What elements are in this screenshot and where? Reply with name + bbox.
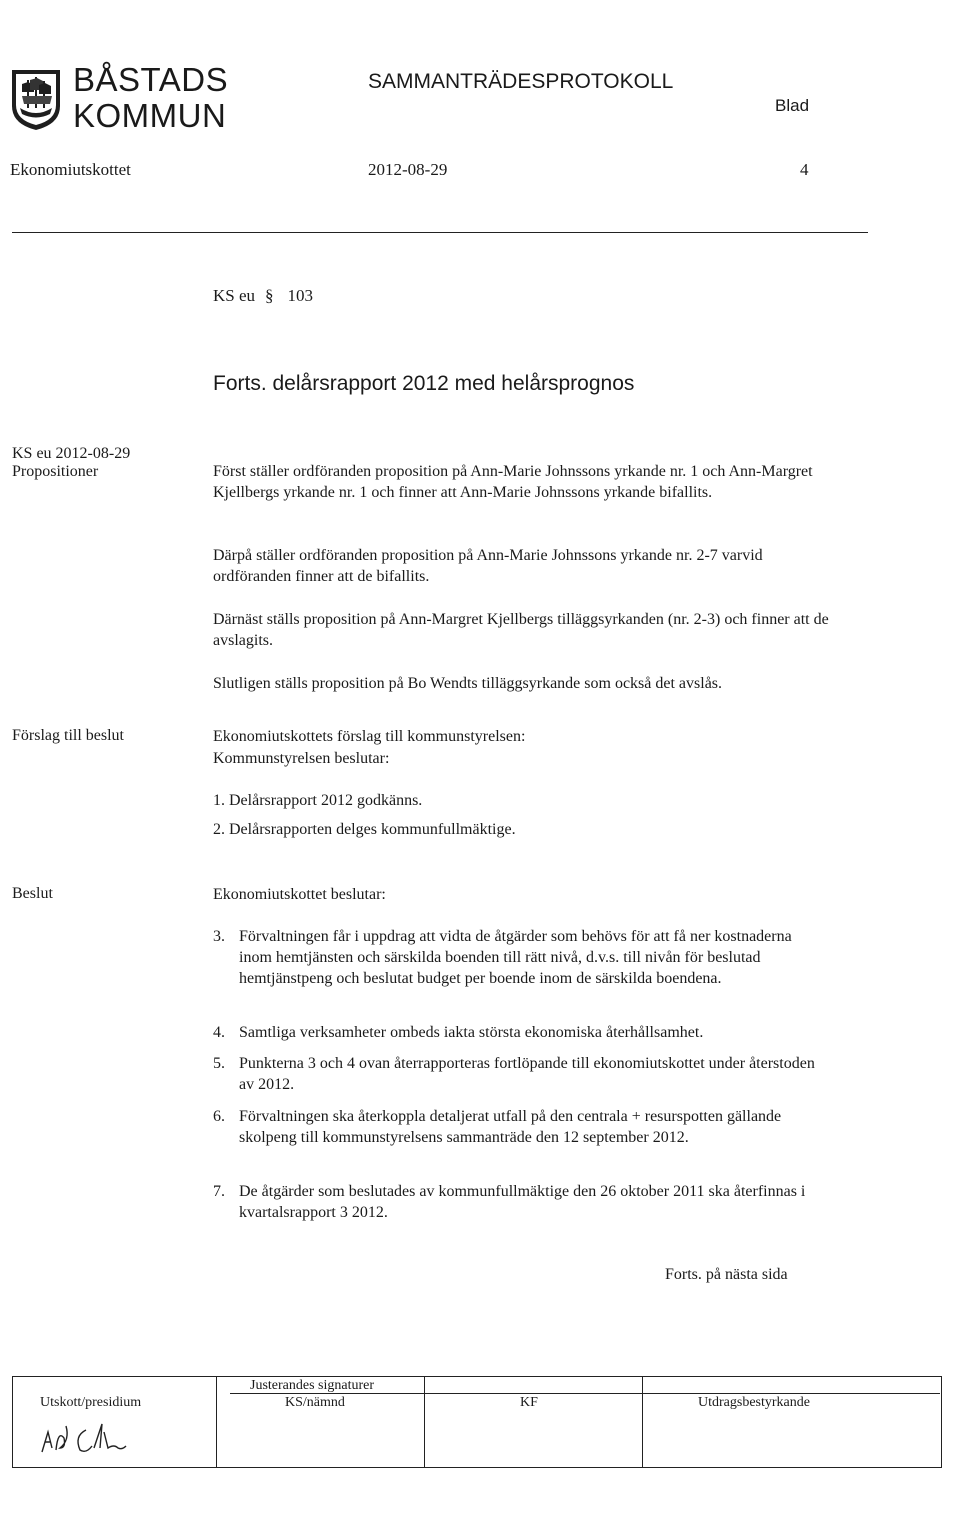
item-number: 1. — [213, 792, 225, 809]
ship-crest-icon — [10, 68, 62, 132]
item-number: 7. — [213, 1183, 225, 1200]
proposition-paragraph-3: Därnäst ställs proposition på Ann-Margret Kjellbergs tilläggsyrkanden (nr. 2-3) och finner att de avslagits. — [213, 611, 829, 649]
page-number: 4 — [800, 160, 809, 179]
org-name-line1: BÅSTADS — [73, 61, 229, 98]
document-type: SAMMANTRÄDESPROTOKOLL — [368, 70, 674, 93]
item-text: Förvaltningen får i uppdrag att vidta de åtgärder som behövs för att få ner kostnaderna inom hemtjänsten och särskilda boenden till rätt nivå, d.v.s. till nivån för beslutad hemtjänstpeng och beslutat budget per boende inom de särskilda boendena. — [239, 928, 792, 987]
item-text: De åtgärder som beslutades av kommunfullmäktige den 26 oktober 2011 ska återfinnas i kvartalsrapport 3 2012. — [239, 1183, 806, 1221]
list-item — [213, 1022, 828, 1043]
list-item — [213, 1053, 828, 1095]
item-number: 5. — [213, 1055, 225, 1072]
column-divider — [216, 1377, 217, 1467]
side-propositioner: Propositioner — [12, 463, 99, 480]
justerandes-label: Justerandes signaturer — [250, 1378, 375, 1393]
column-divider — [642, 1377, 643, 1467]
signature-scribble — [36, 1418, 146, 1460]
list-item — [213, 926, 828, 989]
list-item — [213, 1106, 828, 1148]
org-name-line2: KOMMUN — [73, 97, 227, 134]
item-text: Delårsrapport 2012 godkänns. — [229, 792, 423, 809]
side-date: KS eu 2012-08-29 — [12, 445, 131, 462]
col-kf: KF — [520, 1395, 538, 1410]
meeting-date: 2012-08-29 — [368, 160, 448, 179]
item-number: 2. — [213, 821, 225, 838]
item-number: 4. — [213, 1024, 225, 1041]
beslut-intro: Ekonomiutskottet beslutar: — [213, 886, 386, 903]
item-text: Samtliga verksamheter ombeds iakta största ekonomiska återhållsamhet. — [239, 1024, 704, 1041]
continuation-note: Forts. på nästa sida — [665, 1266, 788, 1283]
forslag-intro-1: Ekonomiutskottets förslag till kommunstyrelsen: — [213, 728, 526, 745]
signature-table — [12, 1376, 942, 1468]
proposition-paragraph-4: Slutligen ställs proposition på Bo Wendts tilläggsyrkande som också det avslås. — [213, 675, 723, 692]
proposition-paragraph-2: Därpå ställer ordföranden proposition på Ann-Marie Johnssons yrkande nr. 2-7 varvid ordföranden finner att de bifallits. — [213, 547, 763, 585]
col-ks-namnd: KS/nämnd — [285, 1395, 345, 1410]
side-forslag: Förslag till beslut — [12, 727, 124, 744]
header-divider — [12, 232, 868, 233]
case-reference — [213, 286, 313, 306]
section-symbol: § — [265, 286, 274, 305]
column-divider — [424, 1377, 425, 1467]
item-text: Delårsrapporten delges kommunfullmäktige. — [229, 821, 516, 838]
col-utdragsbestyrkande: Utdragsbestyrkande — [698, 1395, 810, 1410]
forslag-intro-2: Kommunstyrelsen beslutar: — [213, 750, 390, 767]
item-number: 3. — [213, 928, 225, 945]
committee-name: Ekonomiutskottet — [10, 160, 131, 179]
list-item — [213, 1181, 828, 1223]
side-beslut: Beslut — [12, 885, 53, 902]
list-item — [213, 819, 828, 840]
item-text: Förvaltningen ska återkoppla detaljerat utfall på den centrala + resurspotten gällande skolpeng till kommunstyrelsens sammanträde den 12 september 2012. — [239, 1108, 782, 1146]
list-item — [213, 790, 828, 811]
page-title: Forts. delårsrapport 2012 med helårsprognos — [213, 372, 635, 395]
item-number: 6. — [213, 1108, 225, 1125]
blad-label: Blad — [775, 96, 810, 115]
item-text: Punkterna 3 och 4 ovan återrapporteras fortlöpande till ekonomiutskottet under återstoden av 2012. — [239, 1055, 815, 1093]
case-prefix: KS eu — [213, 286, 256, 305]
col-utskott: Utskott/presidium — [40, 1395, 142, 1410]
proposition-paragraph-1: Först ställer ordföranden proposition på Ann-Marie Johnssons yrkande nr. 1 och Ann-Margret Kjellbergs yrkande nr. 1 och finner att Ann-Marie Johnssons yrkande bifallits. — [213, 463, 813, 501]
case-number: 103 — [287, 286, 314, 305]
